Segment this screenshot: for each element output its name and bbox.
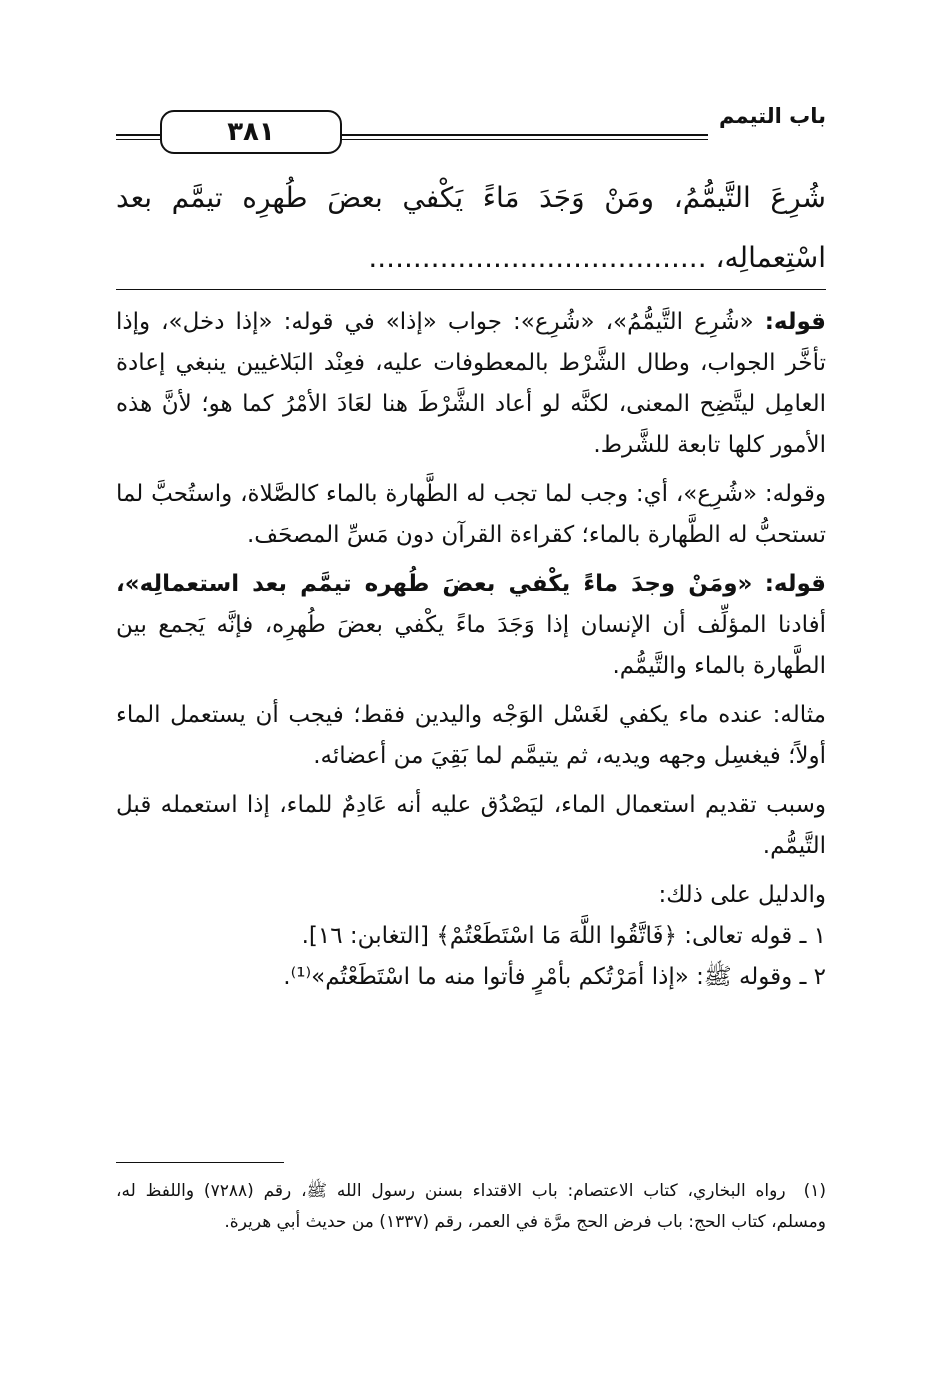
paragraph-lead: قوله:	[764, 571, 826, 597]
main-text	[116, 168, 826, 288]
quoted-text: «ومَنْ وجدَ ماءً يكْفي بعضَ طُهره تيمَّم بعد استعمالِه»،	[116, 571, 753, 597]
footnote-marker: (١)	[803, 1181, 826, 1201]
paragraph-lead: قوله:	[764, 309, 826, 335]
footnote-divider	[116, 1162, 284, 1163]
evidence-item-2: ٢ ـ وقوله ﷺ: «إذا أمَرْتُكم بأمْرٍ فأتوا منه ما اسْتَطَعْتُم»⁽¹⁾.	[283, 964, 826, 990]
section-divider	[116, 289, 826, 290]
header-rule-left	[116, 134, 160, 140]
commentary	[116, 302, 826, 998]
commentary-paragraph-3	[116, 564, 826, 687]
main-text-line-1: شُرِعَ التَّيمُّمُ، ومَنْ وَجَدَ مَاءً يَكْفي بعضَ طُهرِه تيمَّم بعد	[116, 181, 826, 214]
commentary-paragraph-1	[116, 302, 826, 466]
header-rule	[342, 134, 708, 140]
evidence-heading: والدليل على ذلك:	[658, 882, 826, 908]
commentary-paragraph-2: وقوله: «شُرِع»، أي: وجب لما تجب له الطَّهارة بالماء كالصَّلاة، واستُحبَّ لما تستحبُّ له الطَّهارة بالماء؛ كقراءة القرآن دون مَسِّ المصحَف.	[116, 481, 826, 548]
footnote-1	[116, 1176, 826, 1238]
chapter-title: باب التيمم	[719, 104, 826, 128]
commentary-paragraph-5: وسبب تقديم استعمال الماء، ليَصْدُق عليه أنه عَادِمٌ للماء، إذا استعمله قبل التَّيمُّم.	[116, 792, 826, 859]
paragraph-text: «شُرِع التَّيمُّمُ»، «شُرِع»: جواب «إذا» في قوله: «إذا دخل»، وإذا تأخَّر الجواب، وطال الشَّرْط بالمعطوفات عليه، فعِنْد البَلاغيين ينبغي إعادة العامِل ليتَّضِح المعنى، لكنَّه لو أعاد الشَّرْطَ هنا لعَادَ الأمْرُ كما هو؛ لأنَّ هذه الأمور كلها تابعة للشَّرط.	[116, 309, 826, 458]
evidence-item-1: ١ ـ قوله تعالى: ﴿فَاتَّقُوا اللَّهَ مَا اسْتَطَعْتُمْ﴾ [التغابن: ١٦].	[301, 923, 826, 949]
page-header	[116, 96, 826, 156]
footnotes	[116, 1176, 826, 1238]
footnote-text: رواه البخاري، كتاب الاعتصام: باب الاقتداء بسنن رسول الله ﷺ، رقم (٧٢٨٨) واللفظ له، ومسلم، كتاب الحج: باب فرض الحج مرَّة في العمر، رقم (١٣٣٧) من حديث أبي هريرة.	[116, 1181, 826, 1232]
main-text-line-2: اسْتِعمالِه، ......................................	[368, 241, 826, 274]
commentary-paragraph-4: مثاله: عنده ماء يكفي لغَسْل الوَجْه واليدين فقط؛ فيجب أن يستعمل الماء أولاً؛ فيغسِل وجهه ويديه، ثم يتيمَّم لما بَقِيَ من أعضائه.	[116, 702, 826, 769]
paragraph-text: أفادنا المؤلِّف أن الإنسان إذا وَجَدَ ماءً يكْفي بعضَ طُهرِه، فإنَّه يَجمع بين الطَّهارة بالماء والتَّيمُّم.	[116, 612, 826, 679]
page-number: ٣٨١	[160, 110, 342, 154]
